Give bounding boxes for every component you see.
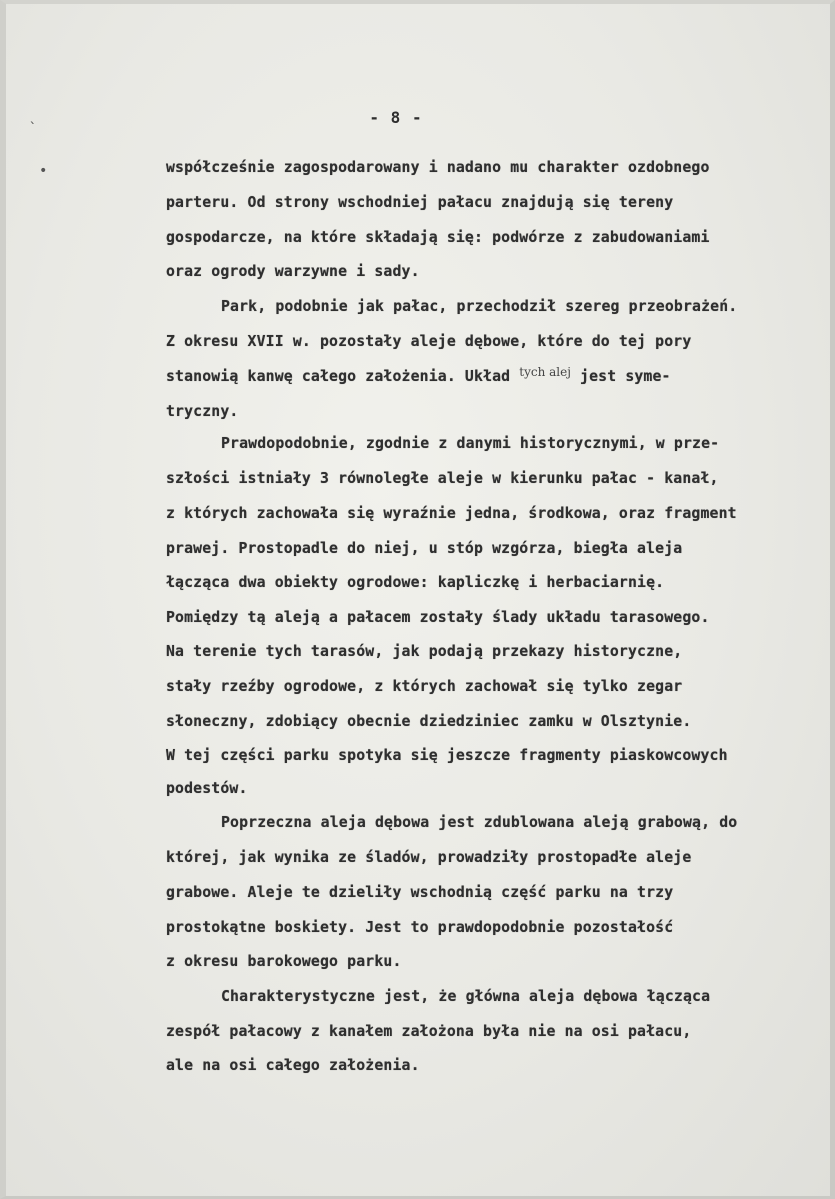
text-line: parteru. Od strony wschodniej pałacu znajdują się tereny [166, 194, 674, 211]
text-line: z okresu barokowego parku. [166, 953, 402, 970]
text-line: słoneczny, zdobiący obecnie dziedziniec zamku w Olsztynie. [166, 713, 692, 730]
paragraph-start: Charakterystyczne jest, że główna aleja dębowa łącząca [221, 988, 711, 1005]
text-segment: stanowią kanwę całego założenia. Układ [166, 368, 520, 385]
text-line: oraz ogrody warzywne i sady. [166, 263, 420, 280]
text-line: grabowe. Aleje te dzieliły wschodnią część parku na trzy [166, 884, 674, 901]
text-line: zespół pałacowy z kanałem założona była nie na osi pałacu, [166, 1023, 692, 1040]
text-line: Z okresu XVII w. pozostały aleje dębowe, które do tej pory [166, 333, 692, 350]
text-line: podestów. [166, 780, 248, 797]
page-number: - 8 - [369, 108, 423, 127]
text-segment: jest syme- [570, 368, 671, 385]
paragraph-start: Park, podobnie jak pałac, przechodził szereg przeobrażeń. [221, 298, 738, 315]
text-line: której, jak wynika ze śladów, prowadziły prostopadłe aleje [166, 849, 692, 866]
text-line: tryczny. [166, 403, 239, 420]
paragraph-start: Prawdopodobnie, zgodnie z danymi historycznymi, w prze- [221, 435, 720, 452]
margin-mark: • [39, 163, 48, 179]
text-line: prostokątne boskiety. Jest to prawdopodobnie pozostałość [166, 919, 674, 936]
text-line: Pomiędzy tą aleją a pałacem zostały ślady układu tarasowego. [166, 609, 710, 626]
text-line: łącząca dwa obiekty ogrodowe: kapliczkę i herbaciarnię. [166, 574, 665, 591]
text-line: prawej. Prostopadle do niej, u stóp wzgórza, biegła aleja [166, 540, 683, 557]
text-line: współcześnie zagospodarowany i nadano mu charakter ozdobnego [166, 159, 710, 176]
text-line-with-insertion [166, 364, 671, 390]
text-line: stały rzeźby ogrodowe, z których zachował się tylko zegar [166, 678, 683, 695]
handwritten-insertion: tych alej [519, 365, 571, 379]
text-line: W tej części parku spotyka się jeszcze fragmenty piaskowcowych [166, 747, 728, 764]
text-line: szłości istniały 3 równoległe aleje w kierunku pałac - kanał, [166, 470, 719, 487]
margin-mark: ˎ [28, 108, 37, 124]
paragraph-start: Poprzeczna aleja dębowa jest zdublowana aleją grabową, do [221, 814, 738, 831]
text-line: z których zachowała się wyraźnie jedna, środkowa, oraz fragment [166, 505, 737, 522]
text-line: gospodarcze, na które składają się: podwórze z zabudowaniami [166, 229, 710, 246]
text-line: ale na osi całego założenia. [166, 1057, 420, 1074]
text-line: Na terenie tych tarasów, jak podają przekazy historyczne, [166, 643, 683, 660]
